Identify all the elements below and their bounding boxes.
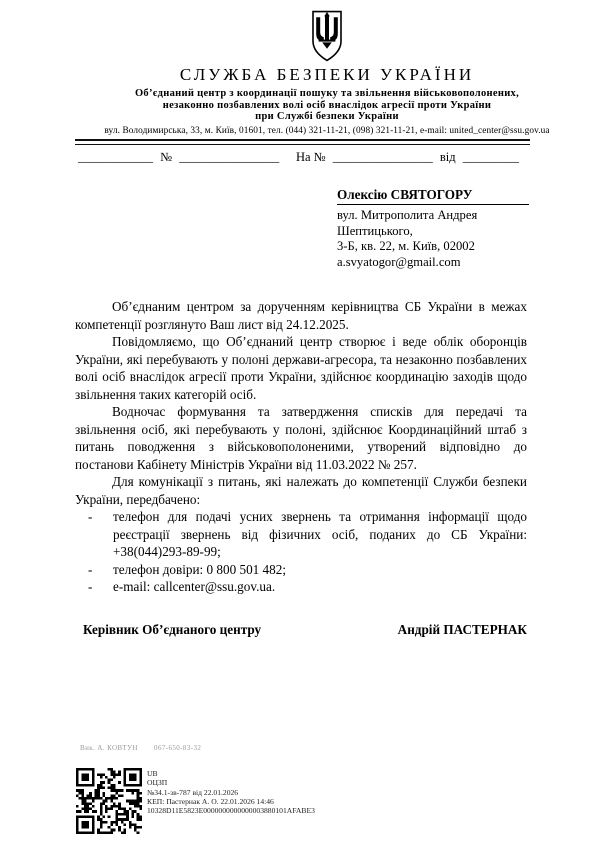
signer-position: Керівник Об’єднаного центру: [83, 621, 262, 637]
recipient-address-line2: 3-Б, кв. 22, м. Київ, 02002: [337, 239, 475, 253]
reference-right-group: [296, 150, 523, 165]
header-divider: [75, 139, 530, 145]
digital-signature-stamp: [76, 768, 315, 834]
stamp-line-org: ОЦЗП: [147, 778, 168, 788]
org-address-line: вул. Володимирська, 33, м. Київ, 01601, тел. (044) 321-11-21, (098) 321-11-21, e-mail: united_center@ssu.gov.ua: [104, 125, 550, 136]
qr-code: [76, 768, 142, 834]
org-subtitle-line2: незаконно позбавлених волі осіб внаслідок агресії проти України: [162, 99, 492, 111]
reply-label: На №: [295, 149, 326, 164]
org-subtitle-line3: при Службі безпеки України: [255, 111, 399, 122]
org-name: СЛУЖБА БЕЗПЕКИ УКРАЇНИ: [179, 65, 475, 84]
recipient-address-line1: вул. Митрополита Андрея Шептицького,: [337, 208, 478, 238]
signature-row: [83, 622, 527, 638]
executor-phone: 067-650-83-32: [154, 744, 202, 752]
executor-name: Вик. А. КОВТУН: [80, 744, 138, 752]
stamp-text: [147, 768, 315, 815]
list-item: [75, 508, 527, 561]
list-item: [75, 578, 527, 596]
reply-date-blank: _________: [462, 149, 519, 164]
signer-name: Андрій ПАСТЕРНАК: [397, 621, 527, 637]
org-subtitle: [64, 88, 590, 123]
contact-item-phone-main: телефон для подачі усних звернень та отримання інформації щодо реєстрації звернень від фізичних осіб, поданих до СБ України: +38(044)293-89-99;: [113, 509, 527, 559]
body-paragraph-1: Об’єднаним центром за дорученням керівництва СБ України в межах компетенції розглянуто Ваш лист від 24.12.2025.: [75, 299, 527, 332]
list-item: [75, 561, 527, 579]
body-paragraph-3: Водночас формування та затвердження списків для передачі та звільнення осіб, які перебувають у полоні, здійснює Координаційний штаб з питань поводження з військовополоненими, утворений відповідно до постанови Кабінету Міністрів України від 11.03.2022 № 257.: [75, 404, 527, 472]
letterhead: [0, 0, 600, 136]
recipient-block: [337, 187, 537, 271]
reply-date-label: від: [439, 149, 456, 164]
contact-item-hotline: телефон довіри: 0 800 501 482;: [113, 561, 287, 577]
stamp-line-hash: 10328D11E5823E0000000000000003880101AFABE3: [147, 806, 315, 816]
contact-item-email: e-mail: callcenter@ssu.gov.ua.: [113, 579, 276, 594]
bullet-dash: -: [88, 509, 93, 524]
org-subtitle-line1: Об’єднаний центр з координації пошуку та звільнення військовополонених,: [134, 88, 520, 99]
number-blank: ________________: [179, 149, 280, 164]
recipient-email: a.svyatogor@gmail.com: [337, 254, 461, 269]
bullet-dash: -: [88, 579, 93, 594]
bullet-dash: -: [88, 561, 93, 577]
number-label: №: [160, 149, 173, 164]
letter-body: [75, 298, 527, 596]
reference-left-group: [78, 150, 283, 165]
reply-blank: ________________: [332, 149, 433, 164]
reference-line: [78, 150, 527, 165]
stamp-line-number: №34.1-зв-787 від 22.01.2026: [147, 787, 239, 797]
ukraine-trident-emblem-icon: [307, 10, 347, 62]
body-paragraph-4: Для комунікації з питань, які належать до компетенції Служби безпеки України, передбачено:: [75, 474, 527, 507]
date-blank-left: ____________: [78, 149, 153, 164]
contact-list: [75, 508, 527, 596]
stamp-line-kep: КЕП: Пастернак А. О. 22.01.2026 14:46: [147, 796, 274, 806]
executor-line: [80, 744, 201, 752]
body-paragraph-2: Повідомляємо, що Об’єднаний центр створює і веде облік оборонців України, які перебувають у полоні держави-агресора, та незаконно позбавлених волі осіб внаслідок агресії проти України, здійснює координацію заходів щодо звільнення таких категорій осіб.: [75, 334, 527, 402]
recipient-name: Олексію СВЯТОГОРУ: [337, 187, 529, 206]
stamp-line-ub: UB: [147, 769, 158, 778]
